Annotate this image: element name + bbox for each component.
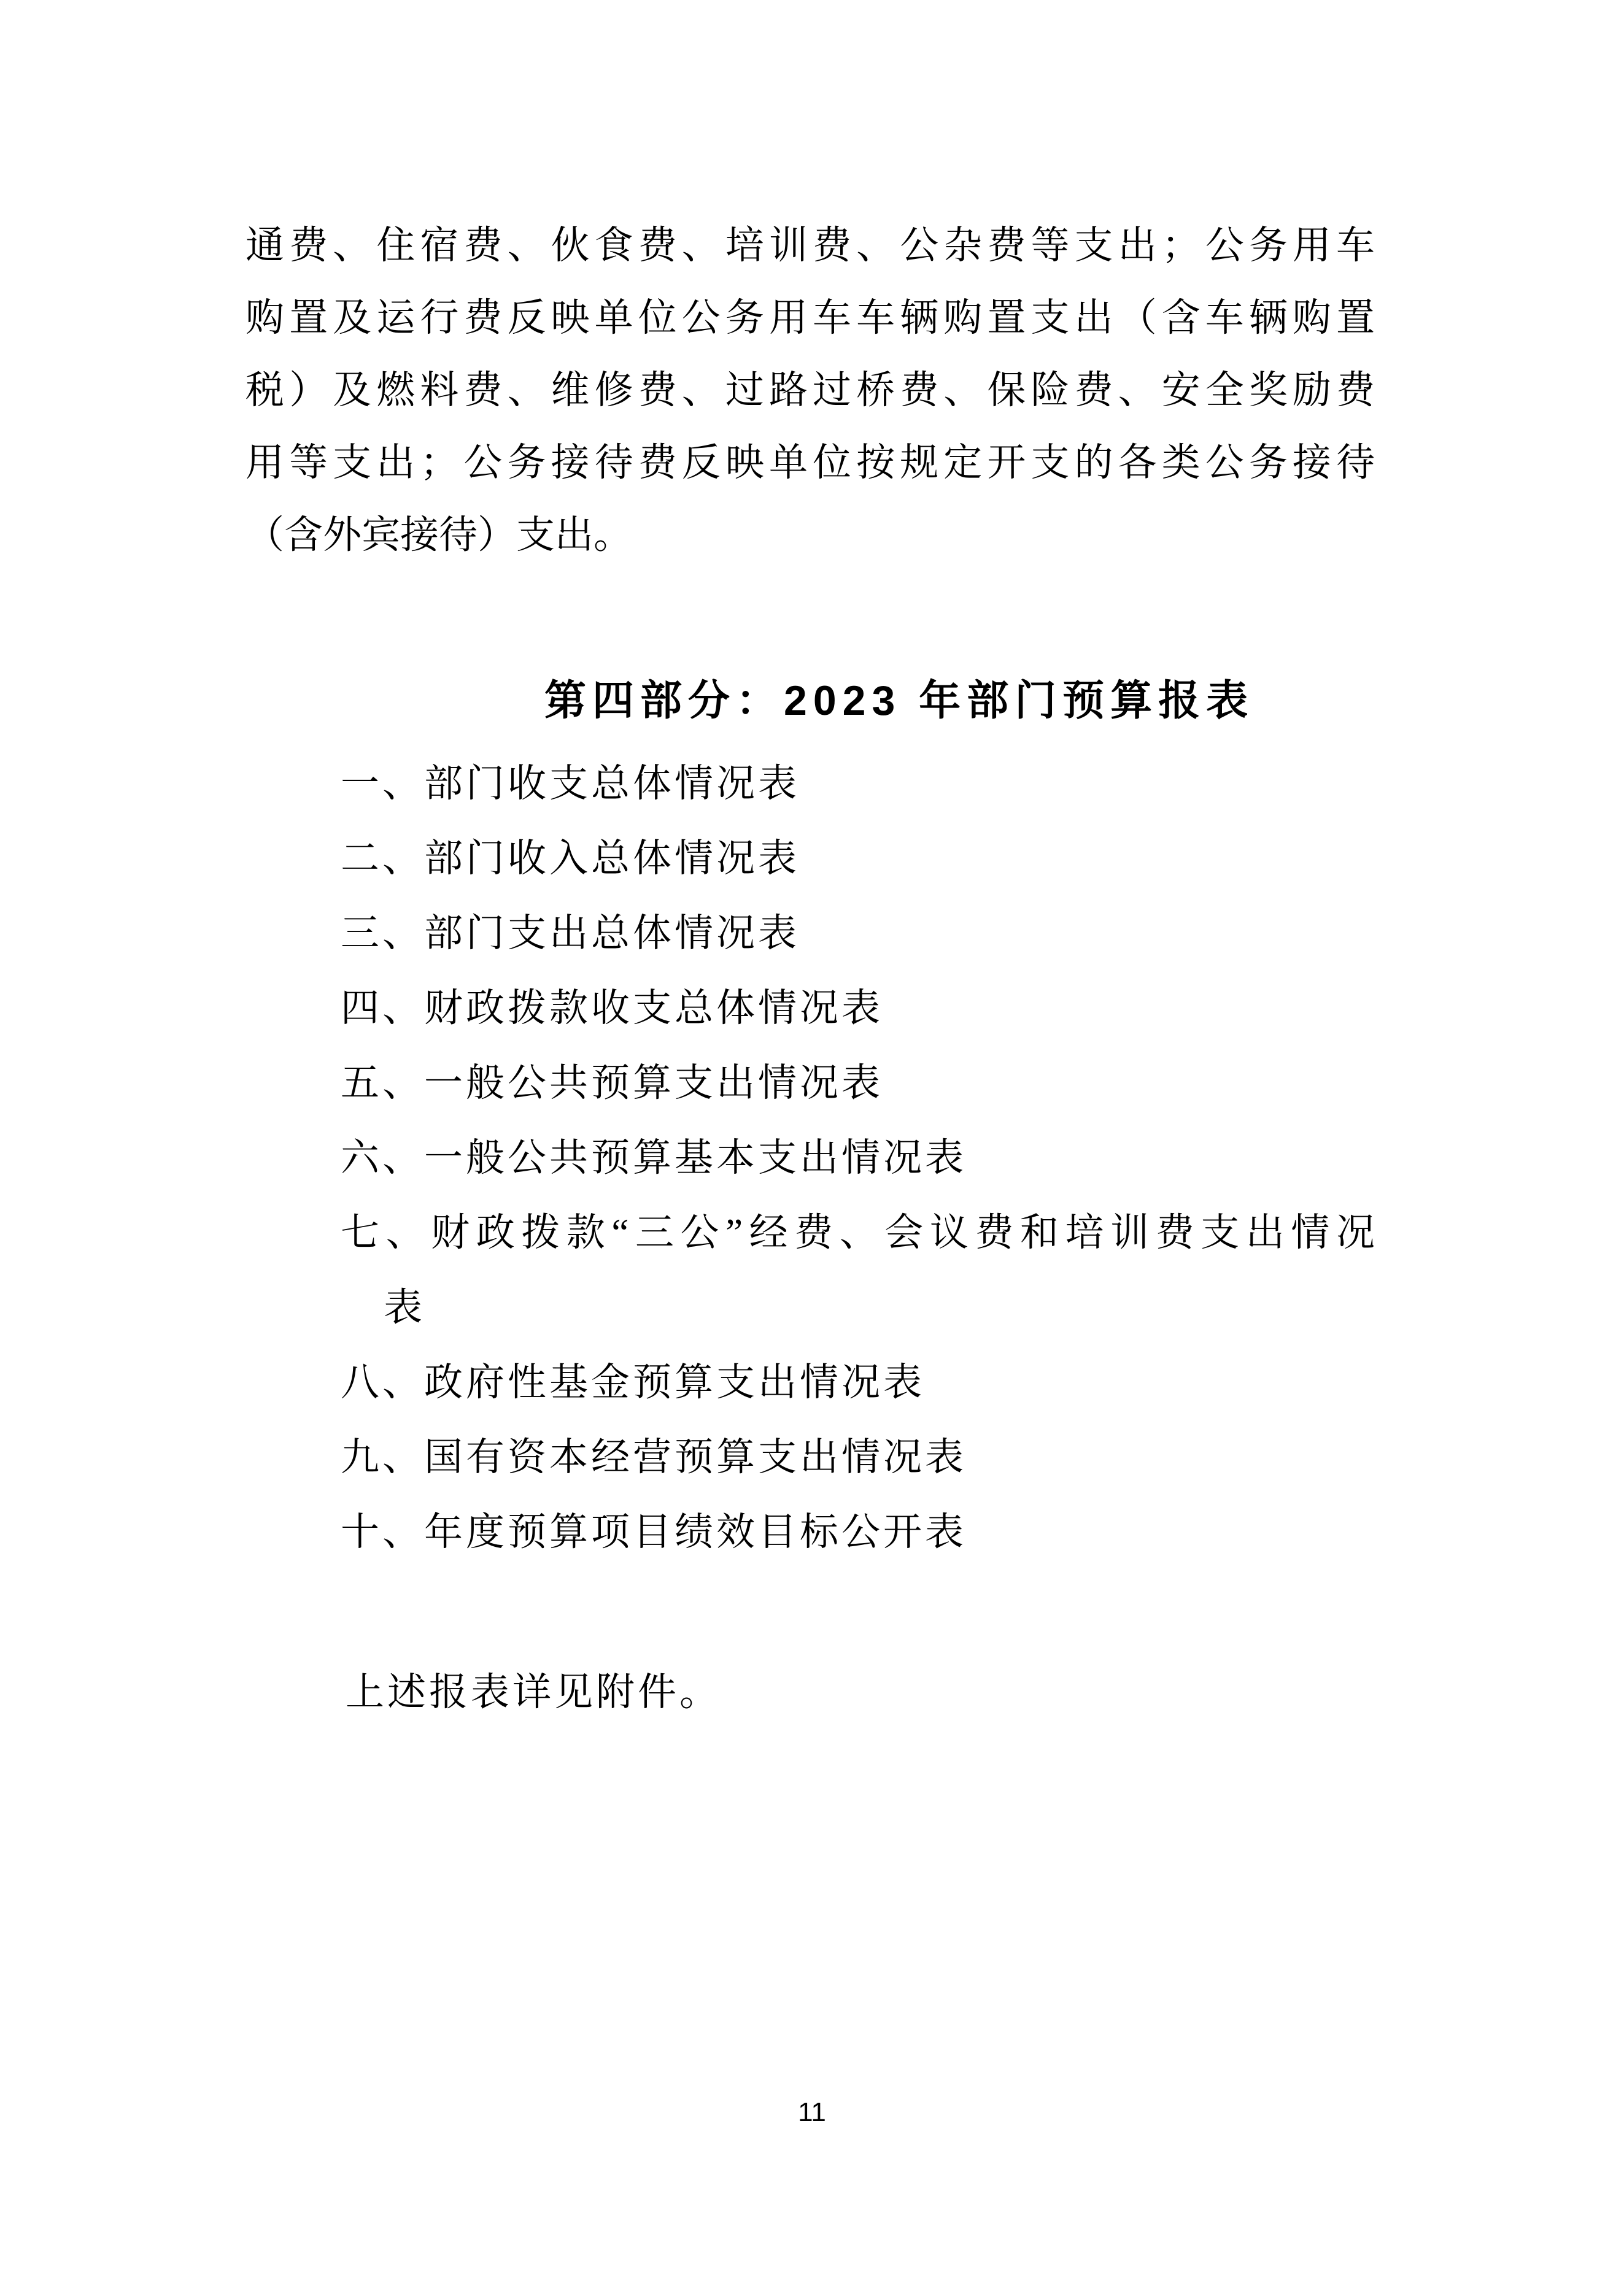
report-list-item: 七、财政拨款“三公”经费、会议费和培训费支出情况 (341, 1211, 1375, 1254)
report-list-item-wrap-line: 表 (384, 1286, 425, 1329)
paragraph-line: 用等支出；公务接待费反映单位按规定开支的各类公务接待 (246, 441, 1375, 484)
report-list-item: 五、一般公共预算支出情况表 (341, 1061, 883, 1104)
paragraph-line: 税）及燃料费、维修费、过路过桥费、保险费、安全奖励费 (246, 369, 1375, 412)
closing-line: 上述报表详见附件。 (346, 1671, 721, 1714)
body-paragraph (246, 209, 1375, 571)
report-list-item: 三、部门支出总体情况表 (341, 912, 800, 955)
report-list-item: 二、部门收入总体情况表 (341, 837, 800, 880)
report-list (341, 746, 1375, 1570)
report-list-item: 十、年度预算项目绩效目标公开表 (341, 1511, 967, 1554)
report-list-item: 四、财政拨款收支总体情况表 (341, 987, 883, 1030)
paragraph-line: （含外宾接待）支出。 (246, 514, 632, 557)
page-number: 11 (798, 2097, 826, 2127)
report-list-item: 八、政府性基金预算支出情况表 (341, 1361, 925, 1404)
section-heading: 第四部分：2023 年部门预算报表 (544, 677, 1255, 724)
report-list-item: 九、国有资本经营预算支出情况表 (341, 1436, 967, 1479)
paragraph-line: 通费、住宿费、伙食费、培训费、公杂费等支出；公务用车 (246, 224, 1375, 267)
report-list-item: 六、一般公共预算基本支出情况表 (341, 1136, 967, 1179)
paragraph-line: 购置及运行费反映单位公务用车车辆购置支出（含车辆购置 (246, 296, 1375, 339)
report-list-item: 一、部门收支总体情况表 (341, 762, 800, 805)
